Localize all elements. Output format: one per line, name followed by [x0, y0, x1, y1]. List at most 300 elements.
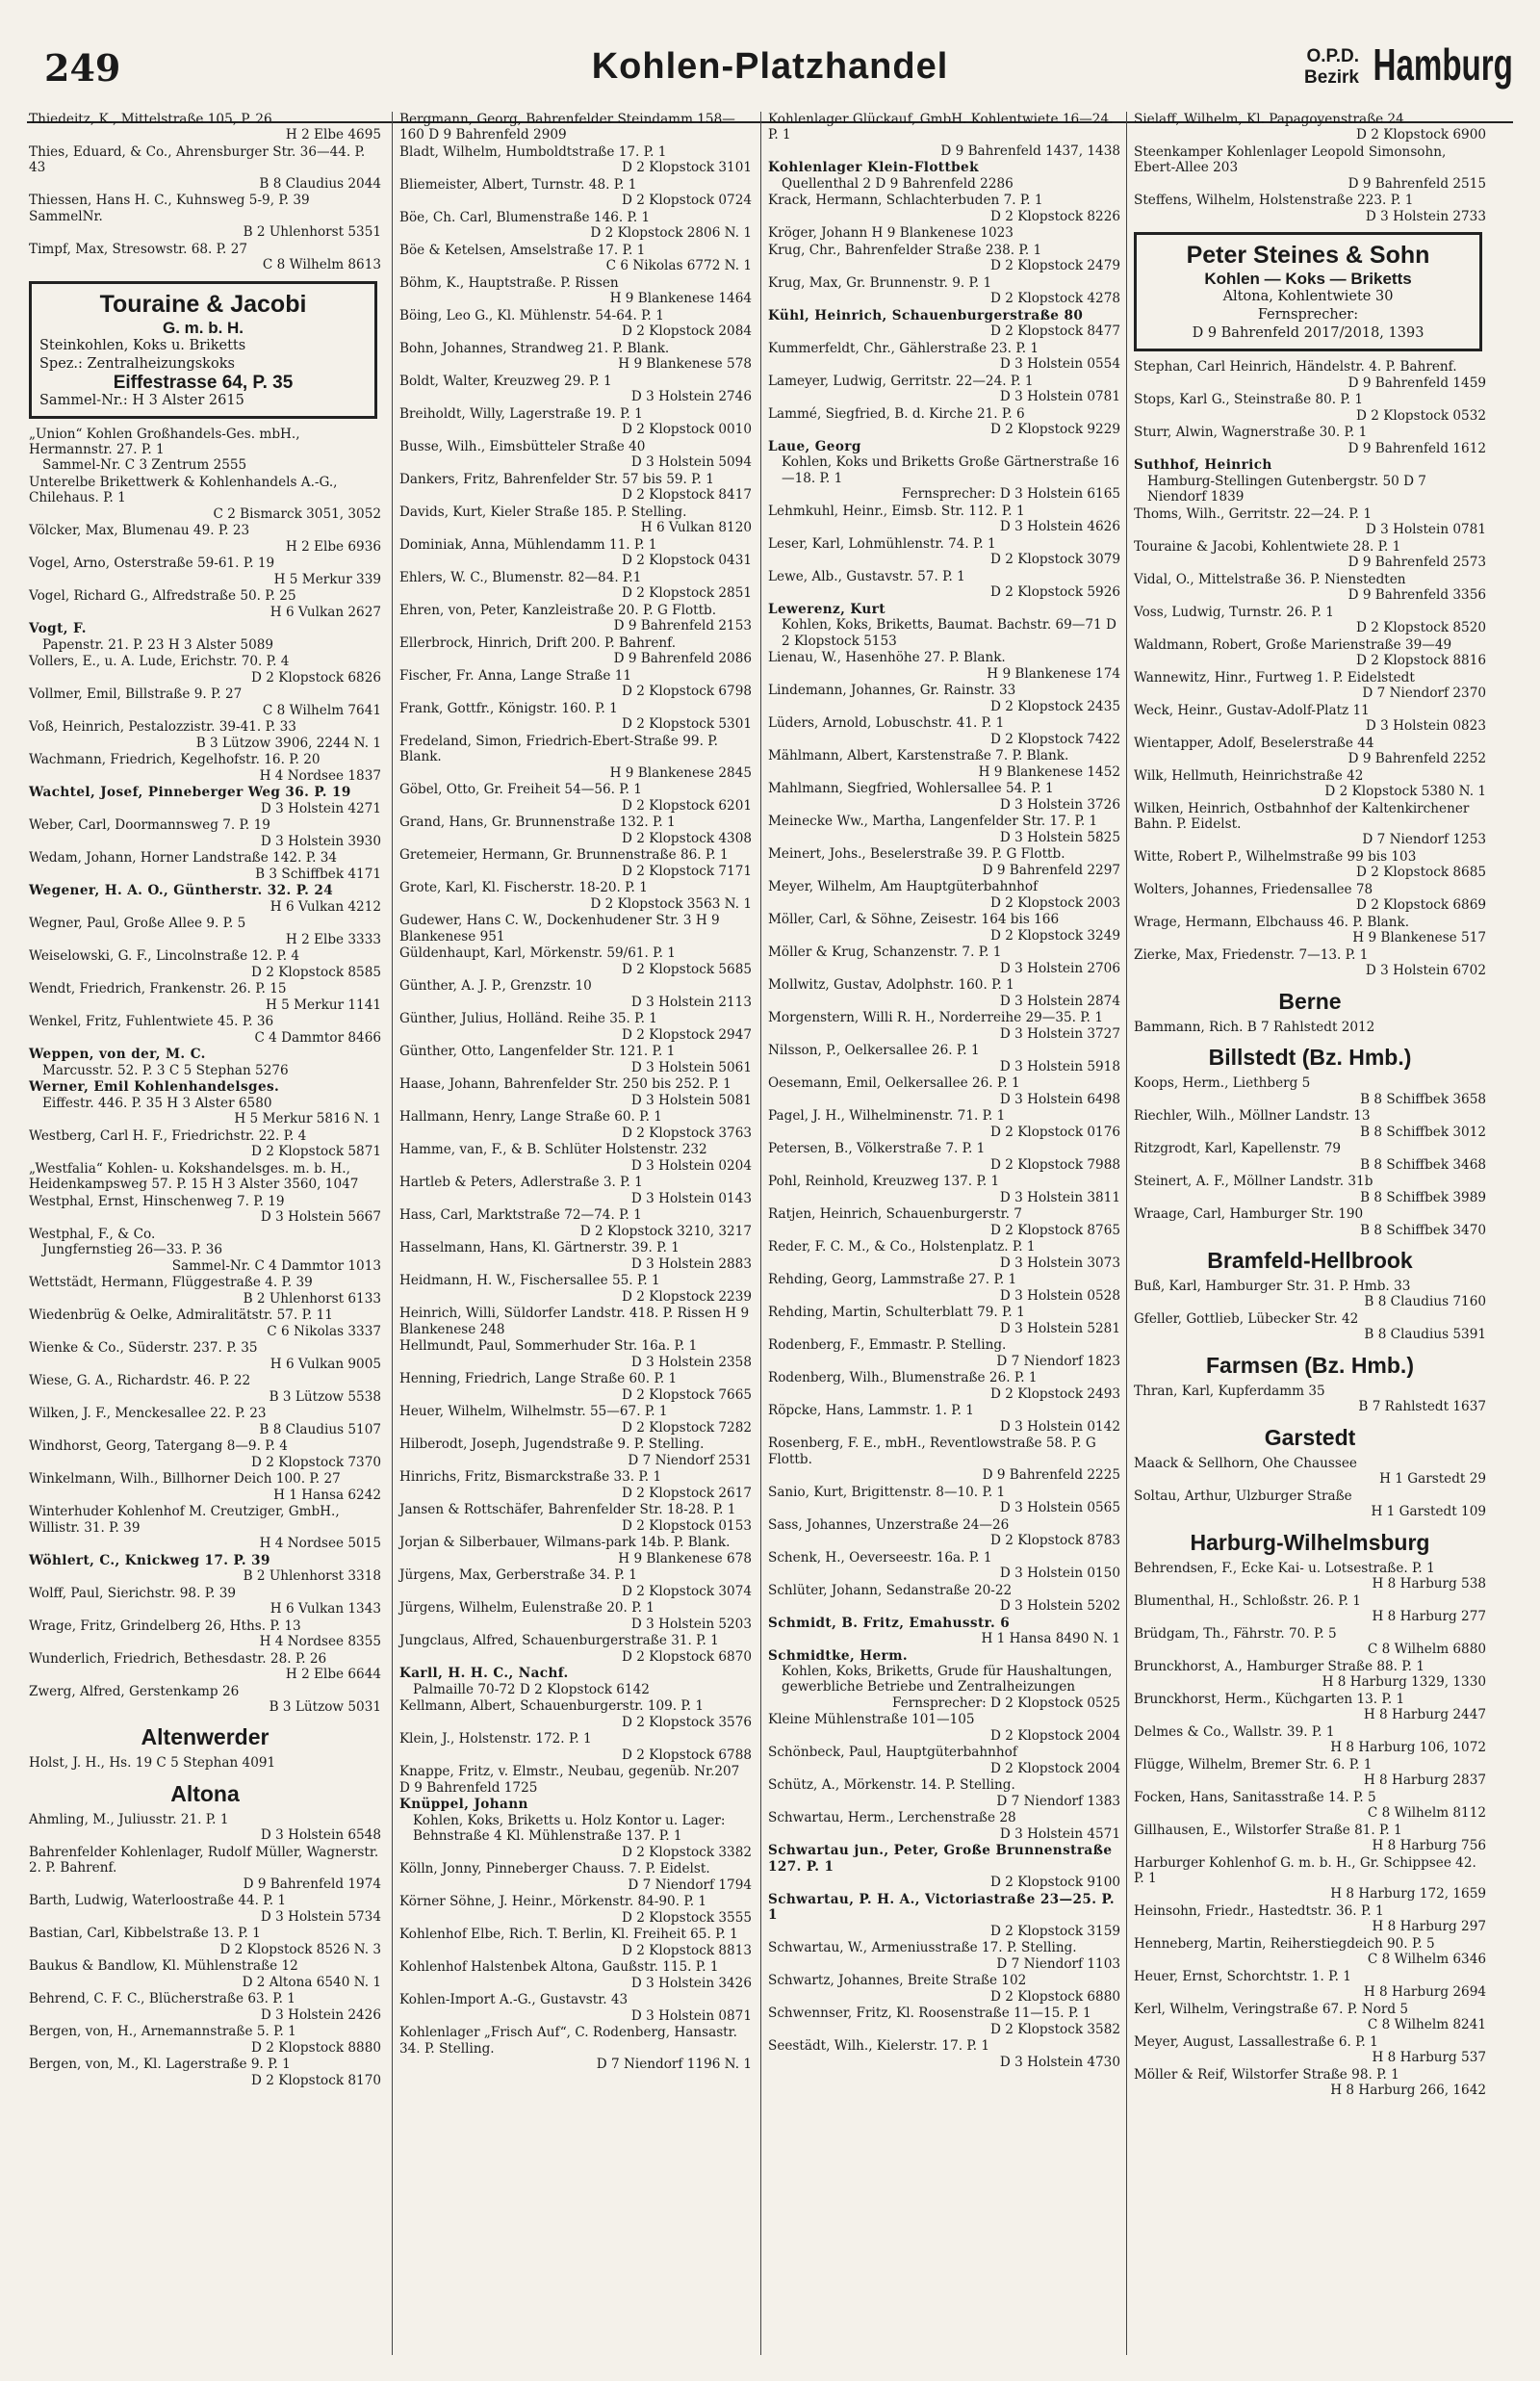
- directory-entry: [399, 341, 752, 373]
- directory-entry: [768, 1239, 1120, 1271]
- entry-phone: D 2 Klopstock 0176: [990, 1124, 1120, 1140]
- entry-name: Klein, J., Holstenstr. 172. P. 1: [399, 1731, 592, 1747]
- directory-entry: [768, 2038, 1120, 2070]
- entry-phone: B 3 Schiffbek 4171: [255, 866, 381, 882]
- entry-name: Bergen, von, M., Kl. Lagerstraße 9. P. 1: [29, 2057, 291, 2073]
- entry-phone: D 9 Bahrenfeld 2297: [982, 862, 1120, 878]
- column-4: [1134, 112, 1486, 2100]
- entry-phone: H 4 Nordsee 5015: [259, 1536, 381, 1552]
- entry-phone: C 8 Wilhelm 6880: [1367, 1641, 1486, 1657]
- entry-phone: C 8 Wilhelm 8241: [1367, 2017, 1486, 2033]
- directory-entry: [29, 719, 381, 751]
- entry-name: Lameyer, Ludwig, Gerritstr. 22—24. P. 1: [768, 374, 1034, 389]
- entry-phone: D 3 Holstein 0781: [1365, 522, 1486, 538]
- entry-name: Sass, Johannes, Unzerstraße 24—26: [768, 1516, 1010, 1533]
- directory-entry: [29, 1845, 381, 1892]
- directory-entry: [1134, 1384, 1486, 1415]
- directory-entry: [768, 1305, 1120, 1336]
- entry-name: Mahlmann, Siegfried, Wohlersallee 54. P. 1: [768, 781, 1054, 797]
- directory-entry: [1134, 947, 1486, 979]
- ad-title: Peter Steines & Sohn: [1186, 242, 1430, 270]
- ad-subtitle: G. m. b. H.: [162, 318, 244, 337]
- directory-entry: [29, 1194, 381, 1226]
- page-title: Kohlen-Platzhandel: [591, 46, 949, 87]
- entry-name: Bohn, Johannes, Strandweg 21. P. Blank.: [399, 341, 670, 356]
- entry-phone: D 2 Altona 6540 N. 1: [242, 1974, 381, 1990]
- entry-phone: D 2 Klopstock 3074: [622, 1583, 752, 1599]
- directory-entry: [768, 748, 1120, 780]
- ad-line: Spez.: Zentralheizungskoks: [39, 355, 235, 372]
- entry-name: Fischer, Fr. Anna, Lange Straße 11: [399, 668, 632, 684]
- directory-entry: [1134, 457, 1486, 505]
- entry-phone: D 2 Klopstock 6900: [1356, 127, 1486, 143]
- directory-entry: [399, 1011, 752, 1043]
- directory-entry: [768, 683, 1120, 714]
- entry-phone: B 8 Claudius 5107: [259, 1421, 381, 1437]
- entry-name: Petersen, B., Völkerstraße 7. P. 1: [768, 1141, 986, 1157]
- entry-phone: D 3 Holstein 5061: [630, 1059, 752, 1075]
- entry-phone: D 3 Holstein 3426: [630, 1975, 752, 1991]
- entry-phone: D 2 Klopstock 8477: [990, 324, 1120, 340]
- entry-name: Wannewitz, Hinr., Furtweg 1. P. Eidelstedt: [1134, 669, 1415, 686]
- entry-name: Knappe, Fritz, v. Elmstr., Neubau, gegenüb. Nr.207 D 9 Bahrenfeld 1725: [399, 1764, 740, 1796]
- entry-name: Günther, Julius, Holländ. Reihe 35. P. 1: [399, 1011, 657, 1027]
- directory-entry: [768, 977, 1120, 1009]
- entry-name: Flügge, Wilhelm, Bremer Str. 6. P. 1: [1134, 1756, 1373, 1773]
- entry-phone: D 7 Niendorf 1823: [996, 1353, 1120, 1369]
- directory-entry: [399, 1469, 752, 1501]
- entry-phone: B 2 Uhlenhorst 5351: [243, 224, 381, 241]
- directory-entry: [29, 556, 381, 587]
- entry-name: Wilken, J. F., Menckesallee 22. P. 23: [29, 1406, 267, 1422]
- directory-entry: [29, 1504, 381, 1551]
- directory-entry: [399, 1436, 752, 1468]
- entry-name: Rehding, Martin, Schulterblatt 79. P. 1: [768, 1305, 1025, 1321]
- entry-phone: D 2 Klopstock 2003: [990, 894, 1120, 911]
- entry-name: Ellerbrock, Hinrich, Drift 200. P. Bahrenf.: [399, 635, 677, 651]
- directory-entry: [768, 846, 1120, 878]
- directory-entry: [29, 193, 381, 240]
- entry-name: Focken, Hans, Sanitasstraße 14. P. 5: [1134, 1789, 1376, 1805]
- entry-phone: D 3 Holstein 2874: [999, 993, 1120, 1009]
- directory-entry: [29, 2057, 381, 2088]
- directory-entry: [1134, 1020, 1486, 1035]
- entry-name: Bergen, von, H., Arnemannstraße 5. P. 1: [29, 2024, 296, 2040]
- directory-entry: [1134, 2002, 1486, 2033]
- directory-entry: [29, 785, 381, 816]
- entry-name: Voss, Ludwig, Turnstr. 26. P. 1: [1134, 604, 1334, 620]
- directory-entry: [768, 1550, 1120, 1582]
- column-divider: [392, 112, 393, 2355]
- entry-name: Schwartau jun., Peter, Große Brunnenstraße 127. P. 1: [768, 1843, 1113, 1875]
- entry-name: Suthhof, Heinrich: [1134, 457, 1272, 474]
- directory-entry: [1134, 1936, 1486, 1968]
- entry-name: Nilsson, P., Oelkersallee 26. P. 1: [768, 1043, 980, 1059]
- entry-name: Lehmkuhl, Heinr., Eimsb. Str. 112. P. 1: [768, 503, 1025, 519]
- entry-phone: C 8 Wilhelm 8613: [262, 257, 381, 273]
- entry-phone: D 2 Klopstock 0153: [622, 1517, 752, 1534]
- entry-name: Kleine Mühlenstraße 101—105: [768, 1712, 975, 1728]
- entry-phone: D 3 Holstein 5667: [260, 1209, 381, 1226]
- entry-name: Rehding, Georg, Lammstraße 27. P. 1: [768, 1272, 1017, 1288]
- entry-name: Hallmann, Henry, Lange Straße 60. P. 1: [399, 1109, 662, 1126]
- entry-name: Wraage, Carl, Hamburger Str. 190: [1134, 1206, 1364, 1223]
- entry-name: Westberg, Carl H. F., Friedrichstr. 22. P. 4: [29, 1127, 307, 1144]
- entry-name: Ratjen, Heinrich, Schauenburgerstr. 7: [768, 1206, 1022, 1223]
- column-2: [399, 112, 752, 2074]
- entry-name: Weiselowski, G. F., Lincolnstraße 12. P. 4: [29, 948, 300, 965]
- entry-phone: D 2 Klopstock 3101: [622, 160, 752, 176]
- directory-entry: [29, 475, 381, 522]
- ad-peter-steines: [1134, 232, 1482, 351]
- entry-name: Lammé, Siegfried, B. d. Kirche 21. P. 6: [768, 406, 1025, 422]
- entry-name: Meinert, Johs., Beselerstraße 39. P. G Flottb.: [768, 846, 1065, 863]
- ad-phone: Sammel-Nr.: H 3 Alster 2615: [39, 392, 244, 408]
- entry-phone: B 8 Schiffbek 3989: [1360, 1189, 1486, 1205]
- entry-phone: D 2 Klopstock 7665: [622, 1386, 752, 1403]
- entry-name: Schwartau, P. H. A., Victoriastraße 23—25. P. 1: [768, 1891, 1116, 1924]
- directory-entry: [399, 570, 752, 602]
- directory-entry: [768, 715, 1120, 747]
- directory-entry: [768, 1206, 1120, 1238]
- entry-phone: D 3 Holstein 6548: [260, 1827, 381, 1844]
- entry-phone: C 6 Nikolas 3337: [267, 1323, 381, 1339]
- directory-entry: [29, 1438, 381, 1470]
- entry-phone: H 4 Nordsee 8355: [259, 1634, 381, 1650]
- directory-entry: [768, 781, 1120, 813]
- directory-entry: [29, 1047, 381, 1078]
- entry-phone: B 7 Rahlstedt 1637: [1358, 1399, 1486, 1415]
- entry-name: Jansen & Rottschäfer, Bahrenfelder Str. 18-28. P. 1: [399, 1502, 736, 1518]
- directory-entry: [399, 1142, 752, 1174]
- directory-entry: [768, 1075, 1120, 1107]
- entry-name: Krug, Max, Gr. Brunnenstr. 9. P. 1: [768, 275, 992, 291]
- entry-name: Behrendsen, F., Ecke Kai- u. Lotsestraße. P. 1: [1134, 1560, 1435, 1576]
- entry-name: Vidal, O., Mittelstraße 36. P. Nienstedten: [1134, 571, 1406, 587]
- directory-entry: [29, 883, 381, 915]
- entry-name: Stephan, Carl Heinrich, Händelstr. 4. P. Bahrenf.: [1134, 359, 1457, 375]
- entry-name: Schönbeck, Paul, Hauptgüterbahnhof: [768, 1745, 1017, 1761]
- entry-phone: D 2 Klopstock 8816: [1356, 653, 1486, 669]
- entry-name: Böhm, K., Hauptstraße. P. Rissen: [399, 275, 619, 291]
- directory-entry: [399, 1207, 752, 1239]
- directory-entry: [1134, 1311, 1486, 1343]
- entry-phone: D 3 Holstein 5202: [999, 1598, 1120, 1615]
- entry-phone: D 3 Holstein 0142: [999, 1418, 1120, 1435]
- entry-phone: Sammel-Nr. C 4 Dammtor 1013: [171, 1257, 381, 1274]
- entry-name: Thiessen, Hans H. C., Kuhnsweg 5-9, P. 39 SammelNr.: [29, 193, 310, 224]
- directory-entry: [768, 160, 1120, 192]
- entry-phone: D 2 Klopstock 2084: [622, 324, 752, 340]
- directory-entry: [399, 439, 752, 471]
- entry-phone: D 2 Klopstock 3249: [990, 927, 1120, 944]
- directory-entry: [29, 1755, 381, 1771]
- entry-name: Schlüter, Johann, Sedanstraße 20-22: [768, 1582, 1013, 1598]
- directory-entry: [29, 686, 381, 718]
- directory-entry: [399, 913, 752, 945]
- directory-entry: [1134, 736, 1486, 767]
- directory-entry: [399, 734, 752, 781]
- directory-entry: [399, 537, 752, 569]
- directory-entry: [1134, 1855, 1486, 1902]
- entry-name: Holst, J. H., Hs. 19 C 5 Stephan 4091: [29, 1755, 276, 1772]
- directory-entry: [768, 1745, 1120, 1776]
- directory-entry: [29, 654, 381, 686]
- directory-entry: [399, 1273, 752, 1305]
- entry-name: Wettstädt, Hermann, Flüggestraße 4. P. 39: [29, 1275, 313, 1291]
- directory-entry: [29, 1406, 381, 1437]
- entry-name: Winterhuder Kohlenhof M. Creutziger, GmbH., Willistr. 31. P. 39: [29, 1504, 340, 1536]
- entry-phone: D 7 Niendorf 1196 N. 1: [596, 2057, 752, 2073]
- directory-entry: [29, 916, 381, 947]
- entry-phone: H 2 Elbe 3333: [285, 931, 381, 947]
- directory-entry: [399, 308, 752, 340]
- entry-name: Windhorst, Georg, Tatergang 8—9. P. 4: [29, 1438, 288, 1455]
- entry-detail: Marcusstr. 52. P. 3 C 5 Stephan 5276: [42, 1062, 289, 1078]
- entry-phone: D 3 Holstein 4626: [999, 519, 1120, 535]
- entry-name: Wedam, Johann, Horner Landstraße 142. P. 34: [29, 850, 338, 867]
- entry-name: Möller & Krug, Schanzenstr. 7. P. 1: [768, 945, 1002, 961]
- entry-phone: H 9 Blankenese 578: [618, 356, 752, 373]
- entry-name: Lewe, Alb., Gustavstr. 57. P. 1: [768, 568, 965, 584]
- entry-name: Kohlenlager Klein-Flottbek: [768, 160, 979, 176]
- entry-phone: D 3 Holstein 0528: [999, 1287, 1120, 1304]
- entry-name: Harburger Kohlenhof G. m. b. H., Gr. Schippsee 42. P. 1: [1134, 1854, 1476, 1886]
- directory-entry: [1134, 2067, 1486, 2099]
- entry-name: Kohlenlager „Frisch Auf“, C. Rodenberg, Hansastr. 34. P. Stelling.: [399, 2025, 737, 2057]
- entry-phone: D 3 Holstein 0204: [630, 1157, 752, 1174]
- entry-detail: Jungfernstieg 26—33. P. 36: [42, 1242, 223, 1258]
- directory-entry: [768, 1141, 1120, 1173]
- directory-entry: [399, 1959, 752, 1991]
- entry-detail: Quellenthal 2 D 9 Bahrenfeld 2286: [782, 175, 1014, 192]
- entry-phone: D 2 Klopstock 5871: [251, 1144, 381, 1160]
- entry-phone: B 2 Uhlenhorst 6133: [243, 1290, 381, 1307]
- directory-entry: [768, 1892, 1120, 1939]
- entry-name: Mählmann, Albert, Karstenstraße 7. P. Blank.: [768, 748, 1069, 764]
- entry-phone: C 6 Nikolas 6772 N. 1: [605, 258, 752, 274]
- directory-entry: [399, 1666, 752, 1697]
- entry-phone: D 3 Holstein 5825: [999, 829, 1120, 845]
- entry-name: Ahmling, M., Juliusstr. 21. P. 1: [29, 1811, 229, 1827]
- entry-phone: H 2 Elbe 6644: [285, 1667, 381, 1683]
- entry-phone: H 6 Vulkan 1343: [270, 1601, 381, 1618]
- entry-name: Thoms, Wilh., Gerritstr. 22—24. P. 1: [1134, 505, 1372, 522]
- directory-entry: [768, 1777, 1120, 1809]
- directory-entry: [1134, 1456, 1486, 1488]
- entry-phone: D 2 Klopstock 2851: [622, 585, 752, 602]
- ad-line: Steinkohlen, Koks u. Briketts: [39, 337, 246, 353]
- entry-name: Westphal, Ernst, Hinschenweg 7. P. 19: [29, 1193, 285, 1209]
- directory-entry: [399, 210, 752, 242]
- entry-phone: D 2 Klopstock 7282: [622, 1419, 752, 1436]
- entry-phone: D 2 Klopstock 2493: [990, 1385, 1120, 1402]
- entry-phone: D 2 Klopstock 4308: [622, 830, 752, 846]
- directory-entry: [1134, 1279, 1486, 1310]
- entry-name: Jungclaus, Alfred, Schauenburgerstraße 31. P. 1: [399, 1633, 719, 1649]
- directory-entry: [1134, 1206, 1486, 1238]
- entry-name: Lewerenz, Kurt: [768, 601, 886, 617]
- entry-phone: D 3 Holstein 5734: [260, 1908, 381, 1925]
- directory-entry: [399, 1240, 752, 1272]
- entry-phone: H 9 Blankenese 174: [987, 665, 1120, 682]
- entry-phone: H 8 Harburg 172, 1659: [1330, 1886, 1486, 1902]
- entry-phone: D 9 Bahrenfeld 3356: [1348, 587, 1486, 604]
- entry-name: Bladt, Wilhelm, Humboldtstraße 17. P. 1: [399, 144, 667, 160]
- entry-name: Kröger, Johann H 9 Blankenese 1023: [768, 225, 1014, 242]
- entry-name: Kerl, Wilhelm, Veringstraße 67. P. Nord 5: [1134, 2001, 1409, 2017]
- entry-name: Vollmer, Emil, Billstraße 9. P. 27: [29, 686, 243, 703]
- entry-name: Schwartz, Johannes, Breite Straße 102: [768, 1973, 1027, 1989]
- directory-entry: [29, 1079, 381, 1126]
- directory-entry: [399, 1764, 752, 1796]
- entry-name: Lienau, W., Hasenhöhe 27. P. Blank.: [768, 650, 1006, 666]
- entry-phone: D 2 Klopstock 5926: [990, 584, 1120, 601]
- directory-entry: [768, 1973, 1120, 2005]
- entry-phone: D 2 Klopstock 3563 N. 1: [590, 895, 752, 912]
- directory-entry: [399, 782, 752, 814]
- directory-entry: [399, 1044, 752, 1075]
- entry-phone: B 8 Claudius 2044: [259, 175, 381, 192]
- column-3: [768, 112, 1120, 2071]
- entry-phone: D 2 Klopstock 9100: [990, 1875, 1120, 1891]
- directory-entry: [1134, 768, 1486, 800]
- entry-name: Gfeller, Gottlieb, Lübecker Str. 42: [1134, 1311, 1359, 1328]
- directory-entry: [768, 1843, 1120, 1890]
- entry-detail: Hamburg-Stellingen Gutenbergstr. 50 D 7 Niendorf 1839: [1147, 473, 1426, 505]
- directory-entry: [1134, 193, 1486, 224]
- entry-name: Ritzgrodt, Karl, Kapellenstr. 79: [1134, 1141, 1342, 1157]
- entry-name: Unterelbe Brikettwerk & Kohlenhandels A.-G., Chilehaus. P. 1: [29, 475, 338, 506]
- entry-name: Dominiak, Anna, Mühlendamm 11. P. 1: [399, 537, 657, 553]
- directory-entry: [768, 1370, 1120, 1402]
- directory-entry: [768, 1010, 1120, 1042]
- entry-phone: D 2 Klopstock 3210, 3217: [579, 1223, 752, 1239]
- directory-entry: [399, 243, 752, 274]
- entry-name: Göbel, Otto, Gr. Freiheit 54—56. P. 1: [399, 782, 642, 798]
- directory-entry: [399, 144, 752, 176]
- page-number: 249: [44, 46, 121, 90]
- entry-name: Bastian, Carl, Kibbelstraße 13. P. 1: [29, 1926, 261, 1942]
- directory-entry: [768, 650, 1120, 682]
- entry-phone: Fernsprecher: D 2 Klopstock 0525: [892, 1695, 1120, 1711]
- entry-detail: Kohlen, Koks, Briketts u. Holz Kontor u. Lager: Behnstraße 4 Kl. Mühlenstraße 137. P. 1: [413, 1812, 726, 1845]
- entry-name: Hartleb & Peters, Adlerstraße 3. P. 1: [399, 1175, 643, 1191]
- entry-name: Steenkamper Kohlenlager Leopold Simonsohn, Ebert-Allee 203: [1134, 144, 1447, 176]
- directory-entry: [768, 536, 1120, 568]
- directory-entry: [1134, 801, 1486, 848]
- directory-entry: [768, 1648, 1120, 1712]
- directory-entry: [768, 1337, 1120, 1369]
- entry-name: Hasselmann, Hans, Kl. Gärtnerstr. 39. P. 1: [399, 1240, 680, 1256]
- entry-phone: D 2 Klopstock 6869: [1356, 897, 1486, 914]
- directory-entry: [768, 912, 1120, 944]
- directory-entry: [399, 701, 752, 733]
- directory-entry: [1134, 1692, 1486, 1723]
- entry-phone: D 7 Niendorf 1383: [996, 1793, 1120, 1809]
- directory-entry: [399, 815, 752, 846]
- directory-entry: [1134, 1790, 1486, 1822]
- entry-phone: B 3 Lützow 5031: [269, 1699, 381, 1716]
- directory-entry: [29, 1991, 381, 2023]
- directory-entry: [768, 1108, 1120, 1140]
- entry-name: Wiese, G. A., Richardstr. 46. P. 22: [29, 1373, 251, 1389]
- entry-phone: D 2 Klopstock 3576: [622, 1714, 752, 1730]
- directory-entry: [29, 817, 381, 849]
- entry-name: Günther, Otto, Langenfelder Str. 121. P. 1: [399, 1044, 676, 1060]
- entry-phone: D 2 Klopstock 3382: [622, 1844, 752, 1860]
- entry-phone: D 2 Klopstock 6788: [622, 1747, 752, 1763]
- directory-entry: [768, 1712, 1120, 1744]
- entry-name: Sielaff, Wilhelm, Kl. Papagoyenstraße 24: [1134, 112, 1404, 127]
- ad-touraine-jacobi: [29, 281, 377, 419]
- entry-phone: B 3 Lützow 5538: [269, 1388, 381, 1405]
- entry-phone: D 2 Klopstock 8783: [990, 1533, 1120, 1549]
- entry-name: Thran, Karl, Kupferdamm 35: [1134, 1383, 1325, 1399]
- directory-entry: [29, 850, 381, 882]
- entry-name: Wolff, Paul, Sierichstr. 98. P. 39: [29, 1585, 237, 1601]
- entry-name: Bahrenfelder Kohlenlager, Rudolf Müller, Wagnerstr. 2. P. Bahrenf.: [29, 1844, 379, 1876]
- entry-name: Körner Söhne, J. Heinr., Mörkenstr. 84-90. P. 1: [399, 1894, 707, 1910]
- entry-name: Hinrichs, Fritz, Bismarckstraße 33. P. 1: [399, 1469, 662, 1486]
- entry-name: Bammann, Rich. B 7 Rahlstedt 2012: [1134, 1019, 1375, 1035]
- directory-entry: [399, 668, 752, 700]
- entry-phone: B 8 Schiffbek 3658: [1360, 1091, 1486, 1107]
- entry-name: Heidmann, H. W., Fischersallee 55. P. 1: [399, 1273, 660, 1289]
- section-heading-berne: Berne: [1278, 988, 1342, 1014]
- entry-phone: H 1 Hansa 8490 N. 1: [981, 1631, 1120, 1647]
- entry-name: Wilk, Hellmuth, Heinrichstraße 42: [1134, 767, 1364, 784]
- entry-detail: Palmaille 70-72 D 2 Klopstock 6142: [413, 1681, 650, 1697]
- entry-phone: D 2 Klopstock 0532: [1356, 407, 1486, 424]
- entry-name: Wrage, Hermann, Elbchauss 46. P. Blank.: [1134, 915, 1410, 931]
- entry-name: Steffens, Wilhelm, Holstenstraße 223. P. 1: [1134, 193, 1414, 209]
- directory-entry: [29, 1926, 381, 1957]
- directory-entry: [1134, 539, 1486, 571]
- entry-phone: D 3 Holstein 5918: [999, 1058, 1120, 1074]
- entry-phone: H 2 Elbe 4695: [285, 127, 381, 143]
- directory-entry: [1134, 1903, 1486, 1935]
- directory-entry: [768, 406, 1120, 438]
- entry-phone: H 1 Garstedt 29: [1379, 1471, 1486, 1488]
- entry-phone: D 2 Klopstock 8685: [1356, 865, 1486, 881]
- entry-name: Karll, H. H. C., Nachf.: [399, 1666, 569, 1682]
- entry-name: Gudewer, Hans C. W., Dockenhudener Str. 3 H 9 Blankenese 951: [399, 913, 720, 945]
- entry-name: Kummerfeldt, Chr., Gählerstraße 23. P. 1: [768, 341, 1040, 356]
- directory-entry: [1134, 915, 1486, 946]
- directory-entry: [768, 1583, 1120, 1615]
- entry-phone: H 9 Blankenese 678: [618, 1550, 752, 1566]
- entry-name: Pagel, J. H., Wilhelminenstr. 71. P. 1: [768, 1108, 1006, 1125]
- entry-name: Haase, Johann, Bahrenfelder Str. 250 bis 252. P. 1: [399, 1076, 732, 1093]
- entry-phone: D 2 Klopstock 8520: [1356, 620, 1486, 636]
- entry-name: Kühl, Heinrich, Schauenburgerstraße 80: [768, 308, 1084, 324]
- directory-entry: [1134, 2034, 1486, 2066]
- section-heading-altenwerder: Altenwerder: [141, 1724, 270, 1750]
- entry-name: Jürgens, Wilhelm, Eulenstraße 20. P. 1: [399, 1600, 654, 1617]
- directory-entry: [1134, 1969, 1486, 2001]
- directory-entry: [399, 1535, 752, 1566]
- entry-name: Rodenberg, Wilh., Blumenstraße 26. P. 1: [768, 1370, 1038, 1386]
- entry-phone: D 2 Klopstock 6880: [990, 1988, 1120, 2005]
- entry-name: Güldenhaupt, Karl, Mörkenstr. 59/61. P. 1: [399, 945, 676, 962]
- entry-name: Hellmundt, Paul, Sommerhuder Str. 16a. P. 1: [399, 1338, 698, 1355]
- entry-phone: D 2 Klopstock 7988: [990, 1156, 1120, 1173]
- entry-name: Zierke, Max, Friedenstr. 7—13. P. 1: [1134, 947, 1369, 964]
- entry-phone: D 2 Klopstock 8417: [622, 487, 752, 504]
- entry-phone: H 1 Garstedt 109: [1371, 1504, 1486, 1520]
- entry-name: Kohlen-Import A.-G., Gustavstr. 43: [399, 1992, 629, 2008]
